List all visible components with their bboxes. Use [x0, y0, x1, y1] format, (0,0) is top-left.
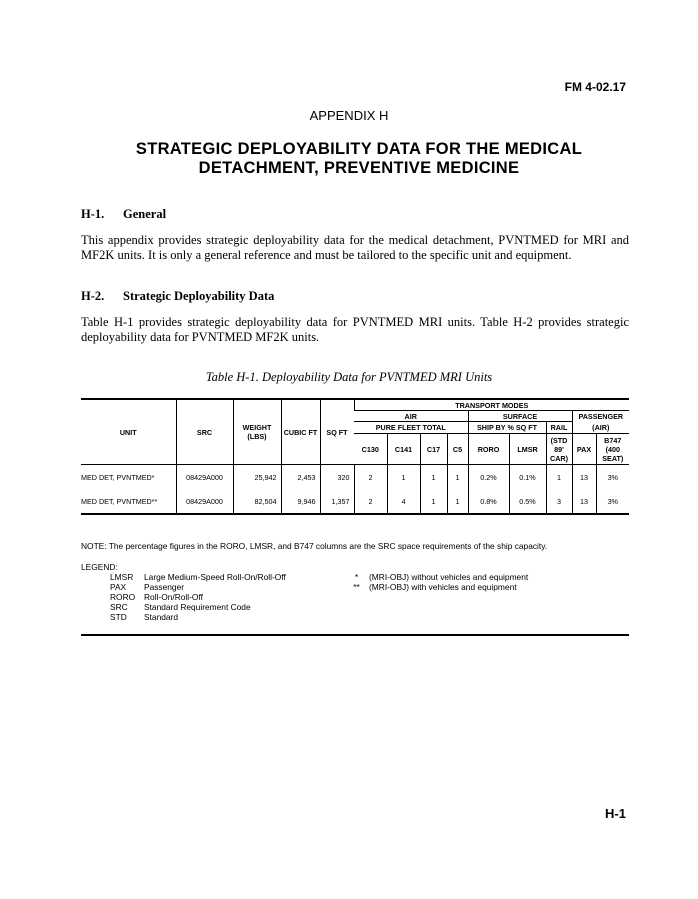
legend-item [110, 592, 286, 602]
group-header-air-paren: (AIR) [572, 422, 629, 434]
page-number: H-1 [605, 806, 626, 821]
cell-weight: 25,942 [233, 465, 281, 490]
page-title [60, 140, 658, 178]
legend-key: SRC [110, 602, 128, 612]
legend-key: STD [110, 612, 127, 622]
legend-title: LEGEND: [81, 562, 118, 572]
section-bottom-rule [81, 634, 629, 636]
cell-cubic: 2,453 [281, 465, 320, 490]
legend-value: Roll-On/Roll-Off [144, 592, 203, 602]
document-id: FM 4-02.17 [564, 80, 626, 94]
group-header-passenger: PASSENGER [572, 411, 629, 422]
legend-value: Standard [144, 612, 178, 622]
deployability-table [81, 400, 629, 513]
legend-item [110, 582, 286, 592]
appendix-label: APPENDIX H [309, 108, 389, 123]
col-header-b747: B747 (400 SEAT) [596, 434, 629, 465]
cell-c5: 1 [447, 489, 468, 513]
legend-value: Large Medium-Speed Roll-On/Roll-Off [144, 572, 286, 582]
col-header-unit: UNIT [81, 400, 176, 465]
legend-key: RORO [110, 592, 136, 602]
col-header-src: SRC [176, 400, 233, 465]
section-text-data: Table H-1 provides strategic deployability data for PVNTMED MRI units. Table H-2 provides strategic deployability data for PVNTMED MF2K units. [81, 315, 629, 344]
section-number: H-2. [81, 289, 105, 303]
cell-c141: 1 [387, 465, 420, 490]
group-header-transport-modes: TRANSPORT MODES [354, 400, 629, 411]
section-title: Strategic Deployability Data [123, 289, 275, 303]
col-header-c141: C141 [387, 434, 420, 465]
legend-symbol-item [344, 572, 528, 582]
cell-src: 08429A000 [176, 465, 233, 490]
col-header-pax: PAX [572, 434, 596, 465]
col-header-weight: WEIGHT (LBS) [233, 400, 281, 465]
group-header-air: AIR [354, 411, 468, 422]
col-header-std: (STD 89' CAR) [546, 434, 572, 465]
section-number: H-1. [81, 207, 105, 221]
cell-rail: 3 [546, 489, 572, 513]
cell-weight: 82,504 [233, 489, 281, 513]
deployability-table-container [81, 398, 629, 515]
legend-symbol-item [344, 582, 528, 592]
legend-item [110, 572, 286, 582]
legend-symbol: * [354, 572, 359, 582]
col-header-c5: C5 [447, 434, 468, 465]
col-header-c17: C17 [420, 434, 447, 465]
cell-c17: 1 [420, 465, 447, 490]
cell-c130: 2 [354, 489, 387, 513]
section-heading-general [81, 207, 166, 222]
title-line-2: DETACHMENT, PREVENTIVE MEDICINE [198, 159, 520, 177]
group-header-rail: RAIL [546, 422, 572, 434]
cell-lmsr: 0.1% [509, 465, 546, 490]
col-header-sq: SQ FT [320, 400, 354, 465]
cell-src: 08429A000 [176, 489, 233, 513]
legend-abbreviations [110, 572, 286, 622]
cell-sq: 320 [320, 465, 354, 490]
legend-key: LMSR [110, 572, 134, 582]
cell-sq: 1,357 [320, 489, 354, 513]
legend-item [110, 602, 286, 612]
legend-key: PAX [110, 582, 127, 592]
legend-symbol-value: (MRI-OBJ) without vehicles and equipment [369, 572, 529, 582]
table-note: NOTE: The percentage figures in the RORO, LMSR, and B747 columns are the SRC space requirements of the ship capacity. [81, 541, 548, 551]
cell-b747: 3% [596, 489, 629, 513]
section-title: General [123, 207, 167, 221]
table-bottom-rule [81, 513, 629, 515]
legend-symbol: ** [353, 582, 360, 592]
cell-rail: 1 [546, 465, 572, 490]
table-row [81, 489, 629, 513]
cell-cubic: 9,946 [281, 489, 320, 513]
cell-unit: MED DET, PVNTMED** [81, 496, 158, 506]
cell-c5: 1 [447, 465, 468, 490]
table-row [81, 465, 629, 490]
cell-b747: 3% [596, 465, 629, 490]
title-line-1: STRATEGIC DEPLOYABILITY DATA FOR THE MEDICAL [135, 140, 583, 158]
legend-symbol-value: (MRI-OBJ) with vehicles and equipment [369, 582, 517, 592]
section-heading-data [81, 289, 274, 304]
group-header-surface: SURFACE [468, 411, 572, 422]
legend-item [110, 612, 286, 622]
col-header-lmsr: LMSR [509, 434, 546, 465]
cell-c130: 2 [354, 465, 387, 490]
cell-roro: 0.2% [468, 465, 509, 490]
col-header-cubic: CUBIC FT [281, 400, 320, 465]
cell-pax: 13 [572, 465, 596, 490]
group-header-pure-fleet-total: PURE FLEET TOTAL [354, 422, 468, 434]
legend-value: Standard Requirement Code [144, 602, 251, 612]
group-header-ship-by-sq-ft: SHIP BY % SQ FT [468, 422, 546, 434]
section-text-general: This appendix provides strategic deployability data for the medical detachment, PVNTMED for MRI and MF2K units. It is only a general reference and must be tailored to the specific unit and equipment. [81, 233, 629, 262]
table-caption: Table H-1. Deployability Data for PVNTMED MRI Units [205, 370, 493, 384]
cell-unit: MED DET, PVNTMED* [81, 472, 155, 482]
cell-lmsr: 0.5% [509, 489, 546, 513]
cell-c17: 1 [420, 489, 447, 513]
cell-c141: 4 [387, 489, 420, 513]
legend-symbols [344, 572, 528, 592]
col-header-roro: RORO [468, 434, 509, 465]
cell-pax: 13 [572, 489, 596, 513]
legend-value: Passenger [144, 582, 185, 592]
col-header-c130: C130 [354, 434, 387, 465]
cell-roro: 0.8% [468, 489, 509, 513]
